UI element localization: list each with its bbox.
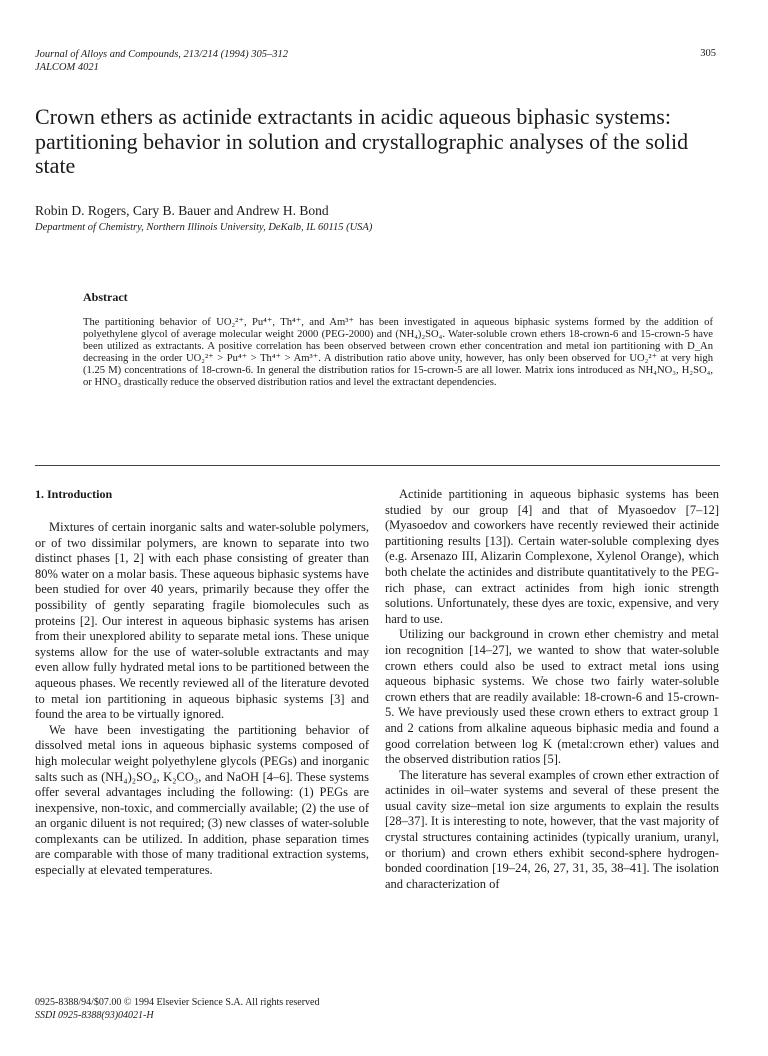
abstract-heading: Abstract — [83, 290, 128, 304]
footer — [35, 997, 320, 1022]
paragraph: Actinide partitioning in aqueous biphasic systems has been studied by our group [4] and that of Myasoedov [7–12] (Myasoedov and coworkers have recently reviewed their actinide partitioning results [13]). Certain water-soluble complexing dyes (e.g. Arsenazo III, Alizarin Complexone, Xylenol Orange), which both chelate the actinides and distribute quantitatively to the PEG-rich phase, can extract actinides from high ionic strength solutions. Unfortunately, these dyes are toxic, expensive, and very hard to use. — [385, 487, 719, 626]
ssdi-code: SSDI 0925-8388(93)04021-H — [35, 1009, 154, 1021]
paragraph: The literature has several examples of crown ether extraction of actinides in oil–water systems and several of these present the usual cavity size–metal ion size arguments to explain the results [28–37]. It is interesting to note, however, that the vast majority of crystal structures containing actinides (typically uranium, uranyl, or thorium) and crown ethers exhibit second-sphere hydrogen-bonded coordination [19–24, 26, 27, 31, 35, 38–41]. The isolation and characterization of — [385, 767, 719, 891]
left-column — [35, 520, 369, 879]
paragraph: Utilizing our background in crown ether chemistry and metal ion recognition [14–27], we wanted to show that water-soluble crown ethers could also be used to extract metal ions using aqueous biphasic systems. We chose two fairly water-soluble crown ethers that are readily available: 18-crown-6 and 15-crown-5. We have previously used these crown ethers to extract group 1 and 2 cations from alkaline aqueous biphasic media and found a good correlation between log K (metal:crown ether) values and the observed distribution ratios [5]. — [385, 627, 719, 767]
right-column — [385, 487, 719, 892]
copyright-notice: 0925-8388/94/$07.00 © 1994 Elsevier Science S.A. All rights reserved — [35, 997, 320, 1008]
journal-citation — [35, 48, 288, 74]
divider — [35, 465, 720, 466]
paragraph: Mixtures of certain inorganic salts and water-soluble polymers, or of two dissimilar polymers, are known to separate into two distinct phases [1, 2] with each phase consisting of greater than 80% water on a molar basis. These aqueous biphasic systems have been studied for over 40 years, primarily because they offer the possibility of gently separating fragile biomolecules such as proteins [2]. Our interest in aqueous biphasic systems has arisen from their unexplored ability to separate metal ions. These unique systems allow for the use of water-soluble extractants and may even allow fully hydrated metal ions to be partitioned between the aqueous phases. We recently reviewed all of the literature devoted to metal ion partitioning in aqueous biphasic systems [3] and found the area to be virtually ignored. — [35, 520, 369, 722]
article-title: Crown ethers as actinide extractants in acidic aqueous biphasic systems: partitioning behavior in solution and crystallographic analyses of the solid state — [35, 104, 689, 178]
abstract-text: The partitioning behavior of UO₂²⁺, Pu⁴⁺, Th⁴⁺, and Am³⁺ has been investigated in aqueous biphasic systems formed by the addition of polyethylene glycol of average molecular weight 2000 (PEG-2000) and (NH₄)₂SO₄. Water-soluble crown ethers 18-crown-6 and 15-crown-5 have been utilized as extractants. A positive correlation has been observed between crown ether concentration and metal ion partitioning with D_An decreasing in the order UO₂²⁺ > Pu⁴⁺ > Th⁴⁺ > Am³⁺. A distribution ratio above unity, however, has only been observed for UO₂²⁺ at very high (1.25 M) concentrations of 18-crown-6. In general the distribution ratios for 15-crown-5 are all lower. Matrix ions introduced as NH₄NO₃, H₂SO₄, or HNO₃ drastically reduce the observed distribution ratios and level the extractant dependencies. — [83, 317, 713, 389]
journal-code: JALCOM 4021 — [35, 62, 99, 73]
journal-line: Journal of Alloys and Compounds, 213/214 (1994) 305–312 — [35, 49, 288, 60]
affiliation: Department of Chemistry, Northern Illinois University, DeKalb, IL 60115 (USA) — [35, 222, 373, 233]
page-number: 305 — [700, 48, 716, 59]
section-heading: 1. Introduction — [35, 487, 113, 501]
paragraph: We have been investigating the partitioning behavior of dissolved metal ions in aqueous biphasic systems composed of high molecular weight polyethylene glycols (PEGs) and inorganic salts such as (NH₄)₂SO₄, K₂CO₃, and NaOH [4–6]. These systems offer several advantages including the following: (1) PEGs are inexpensive, non-toxic, and commercially available; (2) the use of an organic diluent is not required; (3) new classes of water-soluble complexants can be utilized. In addition, phase separation times are comparable with those of many traditional extraction systems, especially at elevated temperatures. — [35, 722, 369, 878]
authors: Robin D. Rogers, Cary B. Bauer and Andrew H. Bond — [35, 203, 329, 218]
